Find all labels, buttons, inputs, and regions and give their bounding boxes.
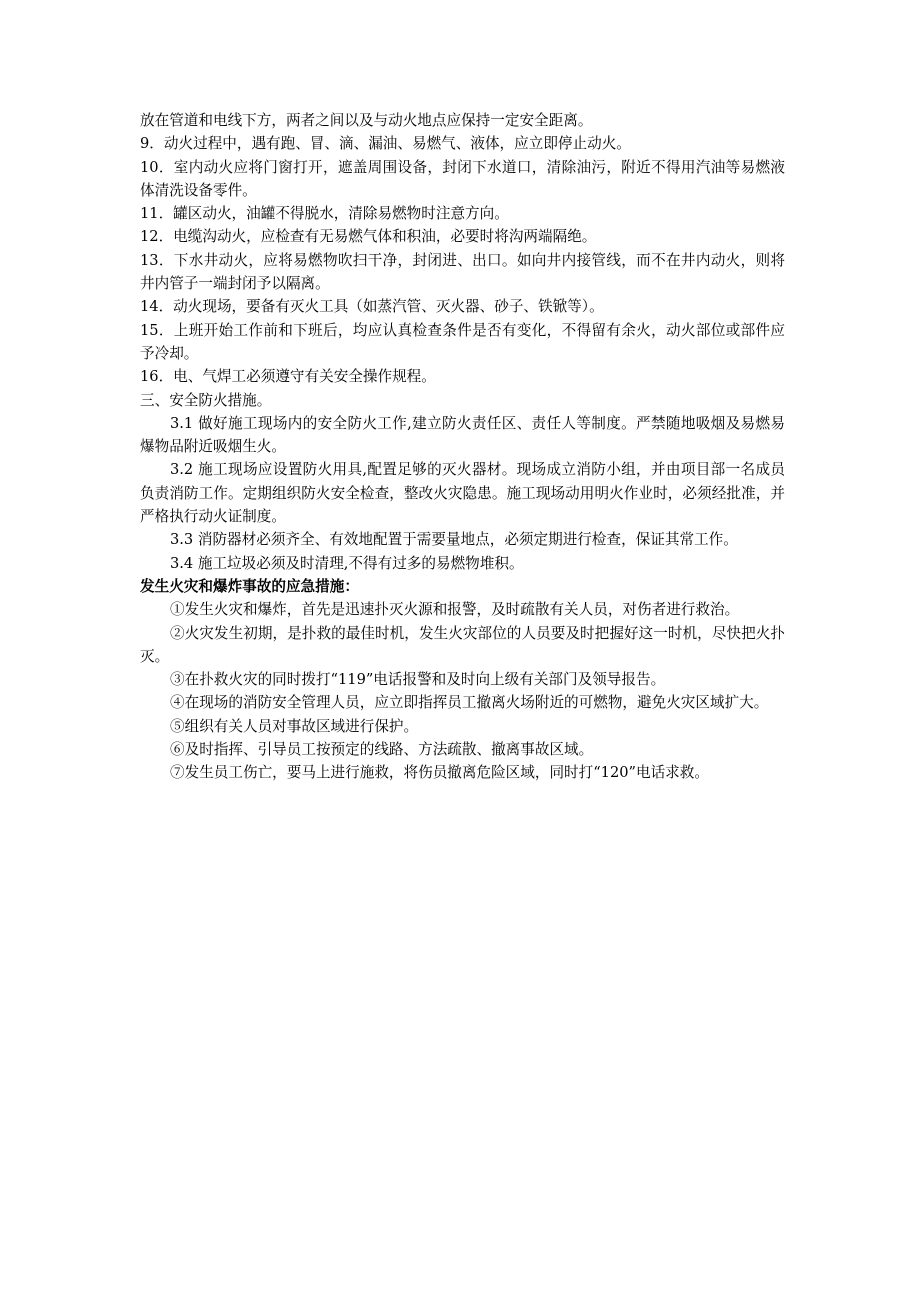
emergency-item-4: ④在现场的消防安全管理人员，应立即指挥员工撤离火场附近的可燃物，避免火灾区域扩大。 [170, 694, 769, 712]
emergency-item-5: ⑤组织有关人员对事故区域进行保护。 [170, 717, 419, 735]
emergency-item-6: ⑥及时指挥、引导员工按预定的线路、方法疏散、撤离事故区域。 [170, 741, 594, 759]
list-item-10: 10．室内动火应将门窗打开，遮盖周围设备，封闭下水道口，清除油污，附近不得用汽油等易燃液体清洗设备零件。 [140, 158, 785, 199]
emergency-heading: 发生火灾和爆炸事故的应急措施： [140, 577, 359, 595]
emergency-item-2: ②火灾发生初期，是扑救的最佳时机，发生火灾部位的人员要及时把握好这一时机，尽快把火扑灭。 [140, 624, 785, 665]
section-item-3-1: 3.1 做好施工现场内的安全防火工作,建立防火责任区、责任人等制度。严禁随地吸烟及易燃易爆物品附近吸烟生火。 [140, 414, 785, 456]
section-item-3-4: 3.4 施工垃圾必须及时清理,不得有过多的易燃物堆积。 [170, 554, 524, 572]
emergency-item-3: ③在扑救火灾的同时拨打“119”电话报警和及时向上级有关部门及领导报告。 [170, 671, 666, 689]
list-item-9: 9．动火过程中，遇有跑、冒、滴、漏油、易燃气、液体，应立即停止动火。 [140, 135, 631, 153]
section-item-3-3: 3.3 消防器材必须齐全、有效地配置于需要量地点，必须定期进行检查，保证其常工作。 [170, 531, 738, 549]
list-item-11: 11．罐区动火，油罐不得脱水，清除易燃物时注意方向。 [140, 205, 509, 223]
section-item-3-2: 3.2 施工现场应设置防火用具,配置足够的灭火器材。现场成立消防小组，并由项目部一名成员负责消防工作。定期组织防火安全检查，整改火灾隐患。施工现场动用明火作业时，必须经批准，并严格执行动火证制度。 [140, 461, 785, 526]
list-item-15: 15．上班开始工作前和下班后，均应认真检查条件是否有变化，不得留有余火，动火部位或部件应予冷却。 [140, 321, 785, 362]
emergency-item-7: ⑦发生员工伤亡，要马上进行施救，将伤员撤离危险区域，同时打“120”电话求救。 [170, 764, 709, 782]
document-page [140, 109, 785, 785]
list-item-12: 12．电缆沟动火，应检查有无易燃气体和积油，必要时将沟两端隔绝。 [140, 228, 597, 246]
list-item-13: 13．下水井动火，应将易燃物吹扫干净，封闭进、出口。如向井内接管线，而不在井内动火，则将井内管子一端封闭予以隔离。 [140, 251, 785, 293]
section-heading-3: 三、安全防火措施。 [140, 391, 272, 409]
list-item-16: 16．电、气焊工必须遵守有关安全操作规程。 [140, 368, 436, 386]
list-item-14: 14．动火现场，要备有灭火工具（如蒸汽管、灭火器、砂子、铁锨等）。 [140, 298, 604, 316]
paragraph-continuation: 放在管道和电线下方，两者之间以及与动火地点应保持一定安全距离。 [140, 112, 593, 129]
emergency-item-1: ①发生火灾和爆炸，首先是迅速扑灭火源和报警，及时疏散有关人员，对伤者进行救治。 [170, 601, 740, 619]
